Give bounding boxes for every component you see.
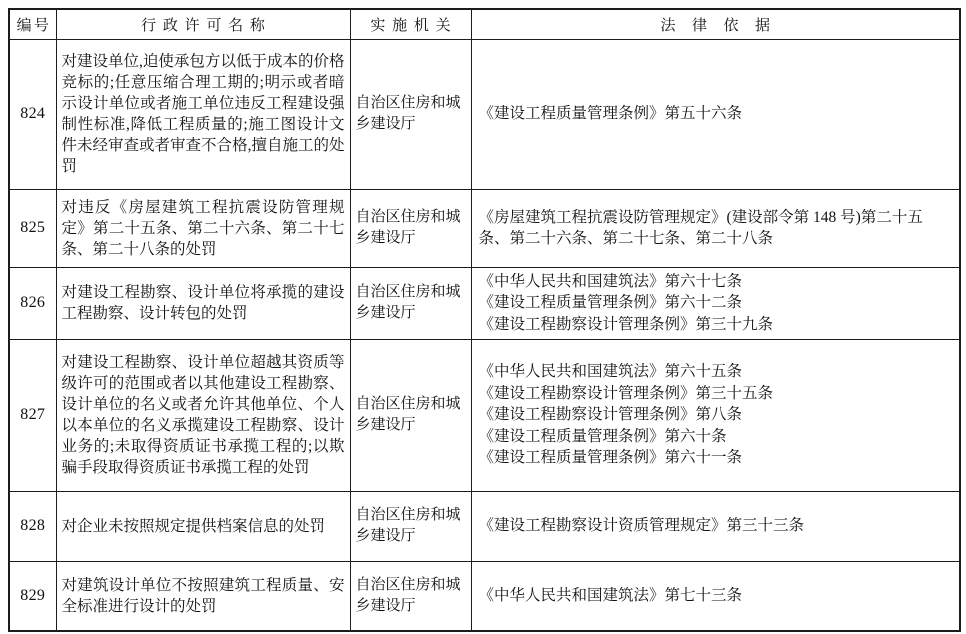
row-id-cell: 826 bbox=[9, 267, 56, 339]
legal-basis-line: 《中华人民共和国建筑法》第六十七条 bbox=[478, 272, 743, 290]
table-row bbox=[9, 561, 960, 631]
row-legal-cell bbox=[471, 39, 960, 189]
row-id-cell: 827 bbox=[9, 339, 56, 491]
legal-basis-line: 《建设工程勘察设计管理条例》第三十九条 bbox=[478, 315, 774, 333]
row-legal-cell bbox=[471, 267, 960, 339]
table-row bbox=[9, 339, 960, 491]
column-header-legal: 法律依据 bbox=[471, 9, 960, 39]
row-name-cell: 对建设工程勘察、设计单位超越其资质等级许可的范围或者以其他建设工程勘察、设计单位的名义或者允许其他单位、个人以本单位的名义承揽建设工程勘察、设计业务的;未取得资质证书承揽工程的;以欺骗手段取得资质证书承揽工程的处罚 bbox=[56, 339, 350, 491]
row-id-cell: 829 bbox=[9, 561, 56, 631]
legal-basis-line: 《中华人民共和国建筑法》第七十三条 bbox=[478, 587, 743, 604]
row-agency-cell: 自治区住房和城乡建设厅 bbox=[350, 39, 471, 189]
row-name-cell: 对企业未按照规定提供档案信息的处罚 bbox=[56, 491, 350, 561]
column-header-name: 行政许可名称 bbox=[56, 9, 350, 39]
legal-basis-line: 《建设工程质量管理条例》第六十条 bbox=[478, 427, 727, 445]
legal-basis-line: 《建设工程勘察设计管理条例》第三十五条 bbox=[478, 384, 774, 402]
row-id-cell: 828 bbox=[9, 491, 56, 561]
table-header-row bbox=[9, 9, 960, 39]
row-id-cell: 824 bbox=[9, 39, 56, 189]
legal-basis-line: 《建设工程质量管理条例》第六十二条 bbox=[478, 294, 743, 312]
legal-basis-line: 《中华人民共和国建筑法》第六十五条 bbox=[478, 363, 743, 381]
row-name-cell: 对建设单位,迫使承包方以低于成本的价格竞标的;任意压缩合理工期的;明示或者暗示设计单位或者施工单位违反工程建设强制性标准,降低工程质量的;施工图设计文件未经审查或者审查不合格,擅自施工的处罚 bbox=[56, 39, 350, 189]
table-row bbox=[9, 39, 960, 189]
legal-basis-line: 《建设工程勘察设计管理条例》第八条 bbox=[478, 406, 743, 424]
row-agency-cell: 自治区住房和城乡建设厅 bbox=[350, 561, 471, 631]
column-header-agency: 实施机关 bbox=[350, 9, 471, 39]
legal-basis-line: 《建设工程质量管理条例》第五十六条 bbox=[478, 105, 743, 123]
legal-basis-line: 《房屋建筑工程抗震设防管理规定》(建设部令第 148 号)第二十五条、第二十六条、第二十七条、第二十八条 bbox=[478, 208, 923, 247]
column-header-id: 编号 bbox=[9, 9, 56, 39]
row-legal-cell bbox=[471, 491, 960, 561]
row-name-cell: 对建设工程勘察、设计单位将承揽的建设工程勘察、设计转包的处罚 bbox=[56, 267, 350, 339]
table-row bbox=[9, 491, 960, 561]
row-agency-cell: 自治区住房和城乡建设厅 bbox=[350, 267, 471, 339]
row-id-cell: 825 bbox=[9, 189, 56, 267]
table-row bbox=[9, 267, 960, 339]
row-legal-cell bbox=[471, 339, 960, 491]
table-row bbox=[9, 189, 960, 267]
row-agency-cell: 自治区住房和城乡建设厅 bbox=[350, 491, 471, 561]
row-name-cell: 对建筑设计单位不按照建筑工程质量、安全标准进行设计的处罚 bbox=[56, 561, 350, 631]
row-agency-cell: 自治区住房和城乡建设厅 bbox=[350, 189, 471, 267]
row-legal-cell bbox=[471, 189, 960, 267]
legal-basis-line: 《建设工程勘察设计资质管理规定》第三十三条 bbox=[478, 517, 805, 535]
legal-basis-line: 《建设工程质量管理条例》第六十一条 bbox=[478, 449, 743, 467]
row-name-cell: 对违反《房屋建筑工程抗震设防管理规定》第二十五条、第二十六条、第二十七条、第二十八条的处罚 bbox=[56, 189, 350, 267]
row-legal-cell bbox=[471, 561, 960, 631]
row-agency-cell: 自治区住房和城乡建设厅 bbox=[350, 339, 471, 491]
administrative-penalty-table bbox=[8, 8, 961, 632]
